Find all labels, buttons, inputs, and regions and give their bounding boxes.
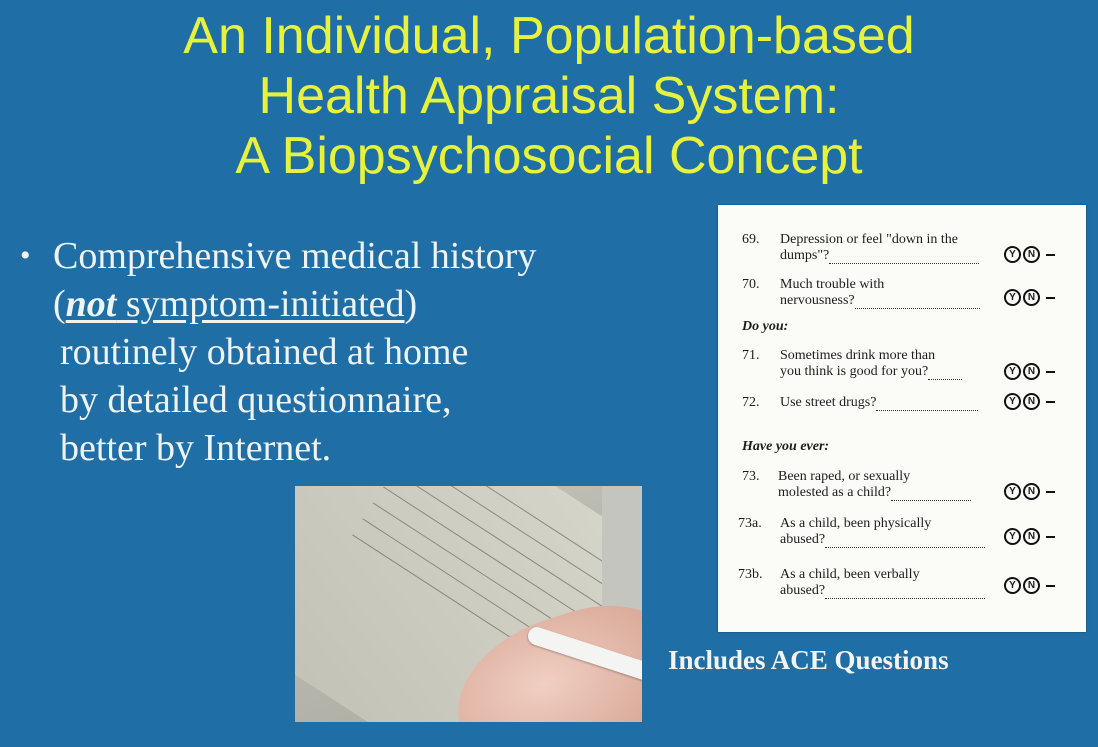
question-text bbox=[780, 277, 980, 309]
answer-options bbox=[1004, 528, 1055, 545]
dash-mark bbox=[1046, 536, 1055, 538]
question-text bbox=[780, 348, 962, 380]
question-line-1: As a child, been physically bbox=[780, 516, 932, 531]
dash-mark bbox=[1046, 297, 1055, 299]
title-line-1: An Individual, Population-based bbox=[183, 7, 915, 65]
not-emphasis: not bbox=[65, 283, 117, 325]
dash-mark bbox=[1046, 491, 1055, 493]
yes-circle-icon: Y bbox=[1004, 528, 1021, 545]
question-text bbox=[780, 516, 985, 548]
leader-dots bbox=[928, 368, 962, 380]
title-line-3: A Biopsychosocial Concept bbox=[235, 127, 863, 185]
question-text bbox=[780, 232, 979, 264]
leader-dots bbox=[891, 489, 971, 501]
question-text bbox=[780, 567, 985, 599]
leader-dots bbox=[825, 536, 985, 548]
question-line-1: Depression or feel "down in the bbox=[780, 232, 958, 247]
bullet-marker: • bbox=[20, 239, 31, 272]
answer-options bbox=[1004, 246, 1055, 263]
paren-open: ( bbox=[53, 283, 66, 325]
bullet-line-5: better by Internet. bbox=[60, 427, 332, 469]
dash-mark bbox=[1046, 585, 1055, 587]
questionnaire-photo bbox=[295, 486, 642, 722]
bullet-line-3: routinely obtained at home bbox=[60, 331, 469, 373]
answer-options bbox=[1004, 289, 1055, 306]
question-line-2: you think is good for you? bbox=[780, 364, 929, 379]
bullet-line-4: by detailed questionnaire, bbox=[60, 379, 452, 421]
no-circle-icon: N bbox=[1023, 289, 1040, 306]
leader-dots bbox=[829, 252, 979, 264]
question-number: 70. bbox=[742, 277, 760, 292]
answer-options bbox=[1004, 483, 1055, 500]
no-circle-icon: N bbox=[1023, 483, 1040, 500]
dash-mark bbox=[1046, 401, 1055, 403]
yes-circle-icon: Y bbox=[1004, 577, 1021, 594]
question-line-2: dumps"? bbox=[780, 248, 830, 263]
question-line-2: abused? bbox=[780, 583, 826, 598]
answer-options bbox=[1004, 363, 1055, 380]
yes-circle-icon: Y bbox=[1004, 363, 1021, 380]
leader-dots bbox=[876, 399, 978, 411]
question-line-1: Been raped, or sexually bbox=[778, 469, 911, 484]
no-circle-icon: N bbox=[1023, 246, 1040, 263]
answer-options bbox=[1004, 577, 1055, 594]
caption: Includes ACE Questions bbox=[668, 645, 949, 675]
yes-circle-icon: Y bbox=[1004, 393, 1021, 410]
question-number: 72. bbox=[742, 395, 760, 410]
question-number: 71. bbox=[742, 348, 760, 363]
no-circle-icon: N bbox=[1023, 577, 1040, 594]
leader-dots bbox=[855, 297, 980, 309]
question-line-1: As a child, been verbally bbox=[780, 567, 920, 582]
question-text bbox=[780, 395, 978, 411]
yes-circle-icon: Y bbox=[1004, 483, 1021, 500]
no-circle-icon: N bbox=[1023, 393, 1040, 410]
symptom-initiated-text: symptom-initiated bbox=[116, 283, 405, 325]
bullet-line-2 bbox=[53, 280, 417, 328]
question-line-2: molested as a child? bbox=[778, 485, 892, 500]
question-line-1: Much trouble with bbox=[780, 277, 885, 292]
question-number: 73b. bbox=[738, 567, 763, 582]
question-line-1: Sometimes drink more than bbox=[780, 348, 936, 363]
question-number: 73. bbox=[742, 469, 760, 484]
no-circle-icon: N bbox=[1023, 528, 1040, 545]
section-have-you-ever: Have you ever: bbox=[742, 439, 830, 454]
yes-circle-icon: Y bbox=[1004, 289, 1021, 306]
question-number: 73a. bbox=[738, 516, 762, 531]
answer-options bbox=[1004, 393, 1055, 410]
no-circle-icon: N bbox=[1023, 363, 1040, 380]
section-do-you: Do you: bbox=[742, 319, 789, 334]
question-text bbox=[778, 469, 971, 501]
question-line-1: Use street drugs? bbox=[780, 395, 877, 410]
bullet-line-1: Comprehensive medical history bbox=[53, 235, 537, 277]
yes-circle-icon: Y bbox=[1004, 246, 1021, 263]
question-number: 69. bbox=[742, 232, 760, 247]
slide-title bbox=[0, 6, 1098, 186]
paren-close: ) bbox=[404, 283, 418, 325]
leader-dots bbox=[825, 587, 985, 599]
dash-mark bbox=[1046, 254, 1055, 256]
title-line-2: Health Appraisal System: bbox=[258, 67, 840, 125]
question-line-2: nervousness? bbox=[780, 293, 855, 308]
question-line-2: abused? bbox=[780, 532, 826, 547]
questionnaire-excerpt bbox=[718, 205, 1086, 632]
dash-mark bbox=[1046, 371, 1055, 373]
